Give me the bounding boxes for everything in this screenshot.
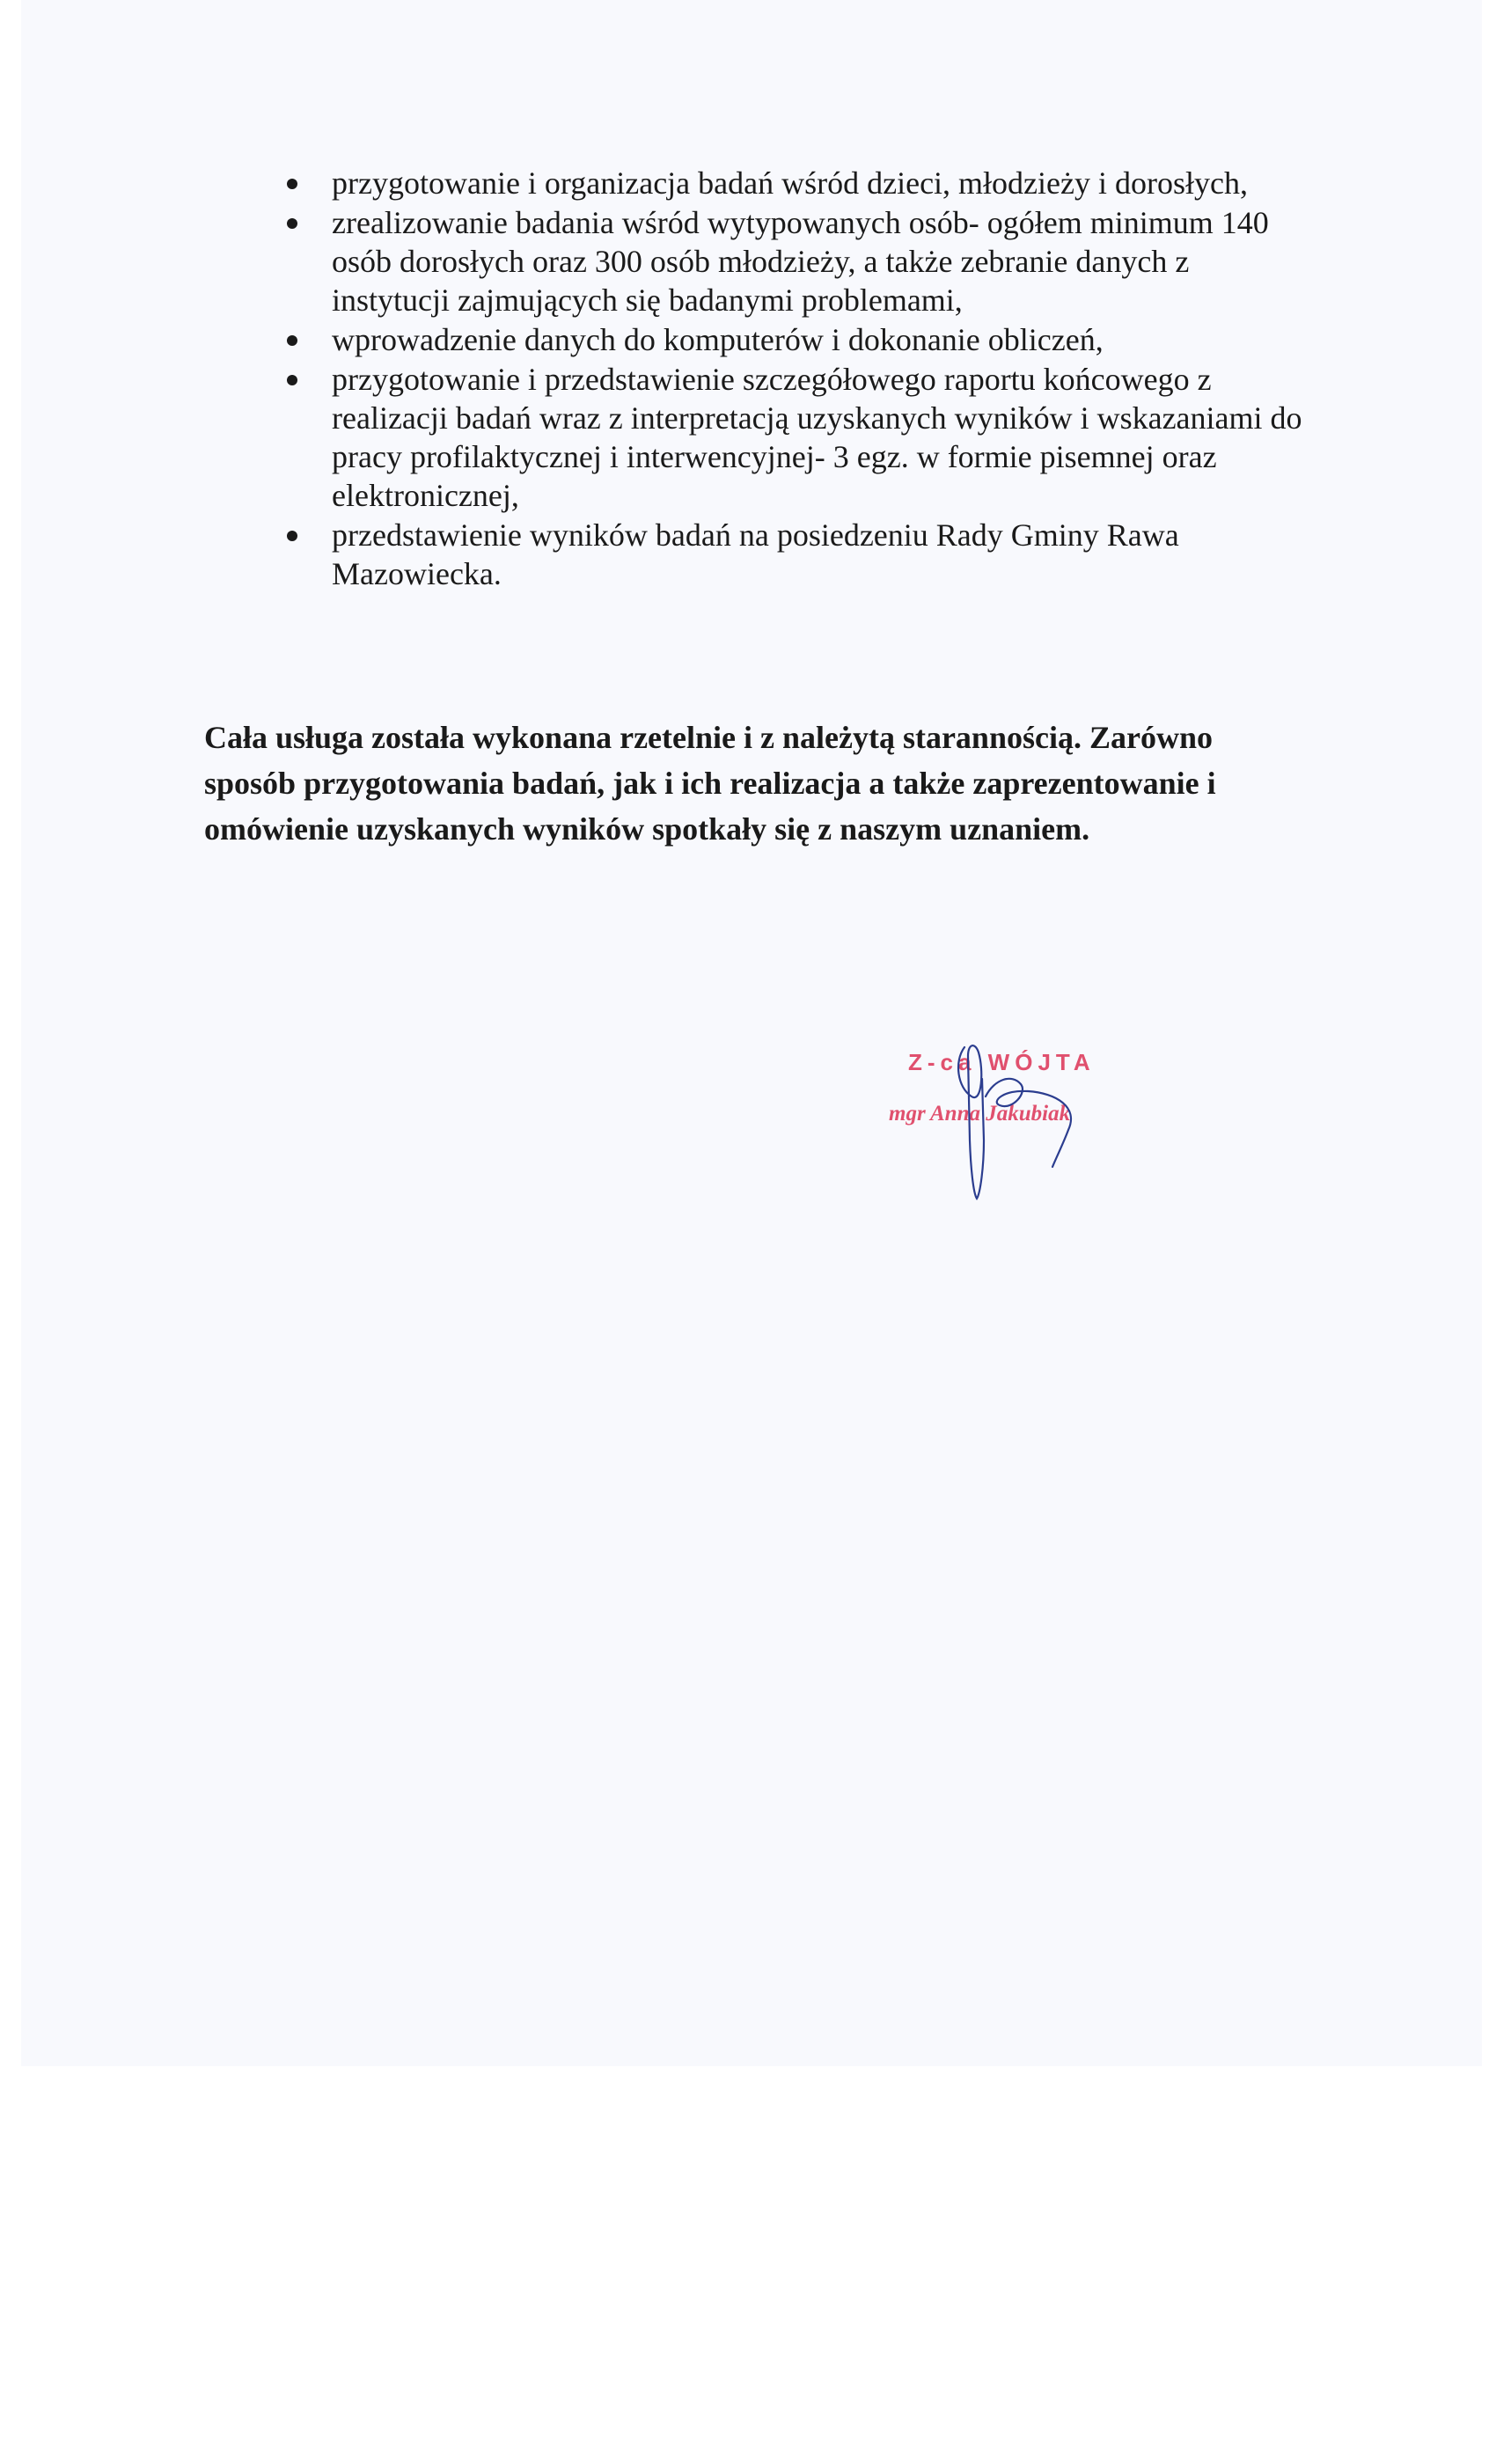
bullet-icon bbox=[287, 375, 297, 385]
task-bullet-list bbox=[282, 164, 1302, 594]
bullet-icon bbox=[287, 179, 297, 189]
bullet-icon bbox=[287, 218, 297, 229]
bullet-icon bbox=[287, 335, 297, 346]
stamp-title: Z-ca WÓJTA bbox=[908, 1049, 1096, 1075]
stamp-name: mgr Anna Jakubiak bbox=[889, 1102, 1071, 1126]
bullet-icon bbox=[287, 531, 297, 541]
official-stamp bbox=[880, 1035, 1162, 1202]
list-item-text: przygotowanie i organizacja badań wśród dzieci, młodzieży i dorosłych, bbox=[332, 165, 1248, 201]
list-item-text: przygotowanie i przedstawienie szczegółowego raportu końcowego z realizacji badań wraz z interpretacją uzyskanych wyników i wskazaniami do pracy profilaktycznej i interwencyjnej- 3 egz. w formie pisemnej oraz elektronicznej, bbox=[332, 362, 1302, 513]
list-item bbox=[282, 203, 1302, 319]
list-item-text: przedstawienie wyników badań na posiedzeniu Rady Gminy Rawa Mazowiecka. bbox=[332, 517, 1179, 591]
list-item bbox=[282, 360, 1302, 515]
list-item bbox=[282, 164, 1302, 202]
list-item bbox=[282, 516, 1302, 593]
closing-statement: Cała usługa została wykonana rzetelnie i z należytą starannością. Zarówno sposób przygotowania badań, jak i ich realizacja a także zaprezentowanie i omówienie uzyskanych wyników spotkały się z naszym uznaniem. bbox=[204, 720, 1216, 847]
list-item bbox=[282, 320, 1302, 359]
handwritten-signature-icon bbox=[880, 1035, 1162, 1202]
list-item-text: zrealizowanie badania wśród wytypowanych osób- ogółem minimum 140 osób dorosłych oraz 300 osób młodzieży, a także zebranie danych z instytucji zajmujących się badanymi problemami, bbox=[332, 205, 1269, 318]
list-item-text: wprowadzenie danych do komputerów i dokonanie obliczeń, bbox=[332, 322, 1104, 357]
